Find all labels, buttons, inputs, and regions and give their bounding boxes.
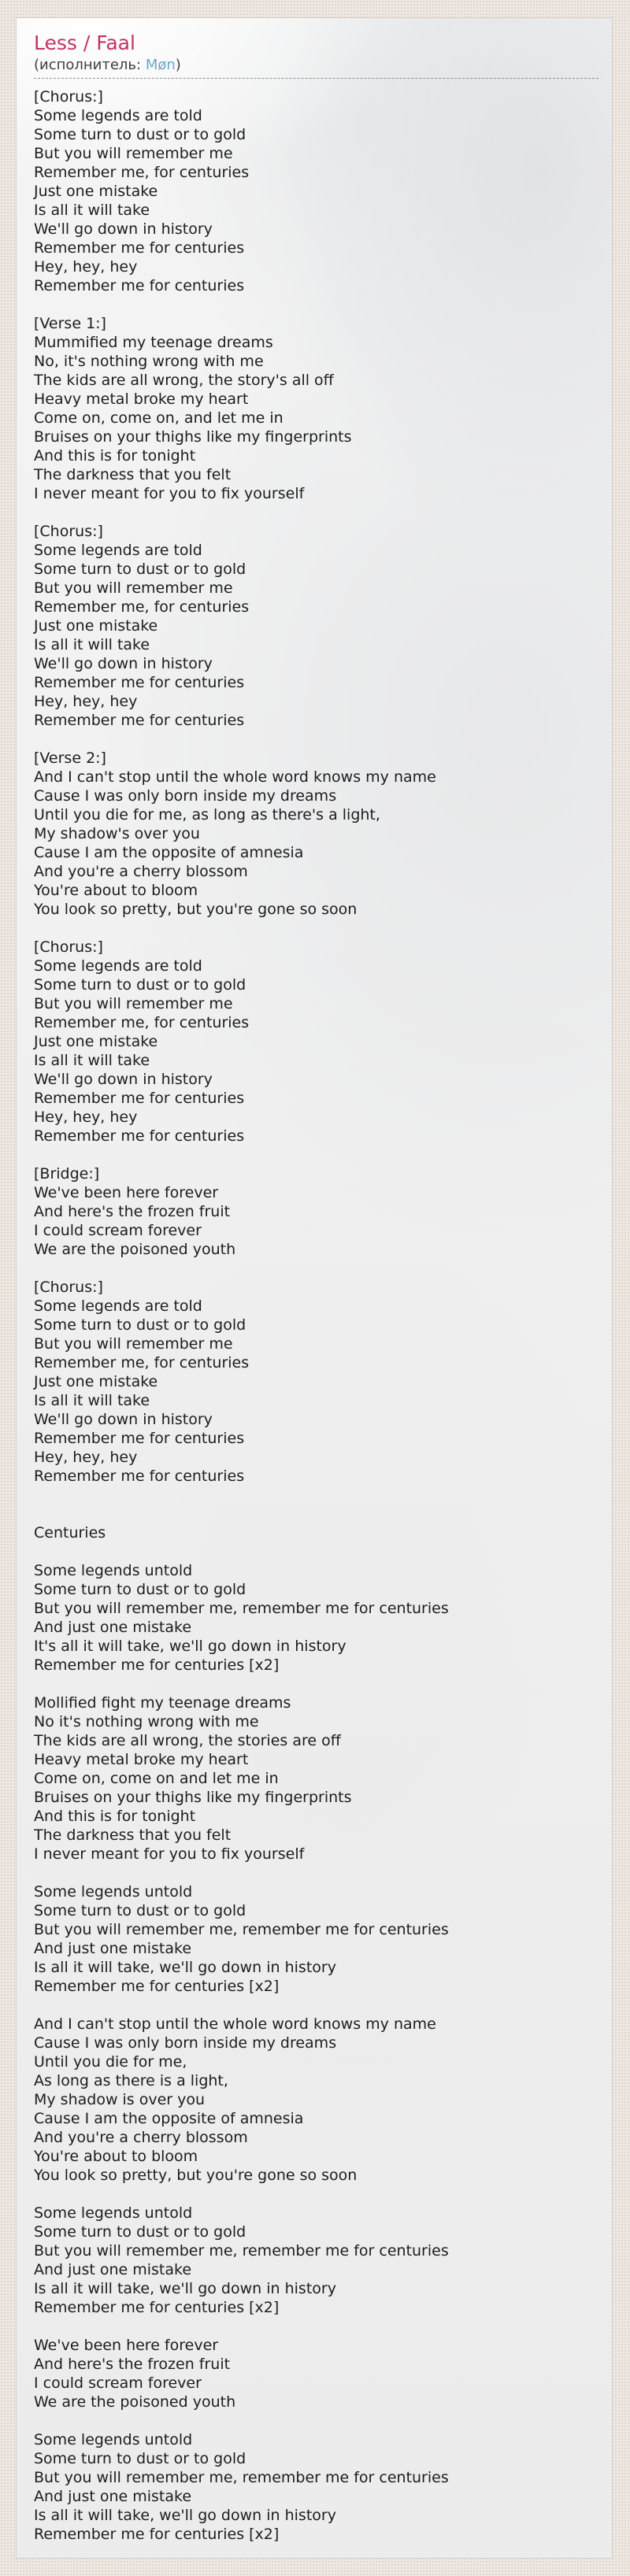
lyric-line: [Chorus:] bbox=[34, 88, 103, 106]
stanza bbox=[34, 1278, 598, 1486]
lyric-line: Remember me for centuries [x2] bbox=[34, 2299, 280, 2317]
stanza bbox=[34, 749, 598, 919]
lyric-line: We are the poisoned youth bbox=[34, 1241, 236, 1259]
artist-link[interactable]: Møn bbox=[145, 56, 176, 73]
artist-label-suffix: ) bbox=[175, 56, 181, 73]
lyric-line: We've been here forever bbox=[34, 2337, 219, 2355]
lyric-line: Remember me for centuries bbox=[34, 277, 245, 295]
lyric-line: The darkness that you felt bbox=[34, 1827, 232, 1845]
lyric-line: Just one mistake bbox=[34, 1373, 158, 1391]
lyric-line: Is all it will take, we'll go down in history bbox=[34, 2507, 336, 2525]
lyric-line: Remember me, for centuries bbox=[34, 598, 250, 616]
lyric-line: Some legends untold bbox=[34, 2431, 193, 2449]
lyric-line: Cause I am the opposite of amnesia bbox=[34, 2110, 304, 2128]
lyric-line: And you're a cherry blossom bbox=[34, 863, 248, 881]
lyric-line: Remember me, for centuries bbox=[34, 1354, 250, 1372]
lyric-line: Remember me for centuries bbox=[34, 239, 245, 257]
lyric-line: But you will remember me bbox=[34, 579, 233, 598]
lyric-line: My shadow is over you bbox=[34, 2091, 206, 2109]
lyric-line: Some turn to dust or to gold bbox=[34, 1581, 246, 1599]
lyric-line: [Chorus:] bbox=[34, 1279, 103, 1297]
lyric-line: [Verse 2:] bbox=[34, 749, 106, 768]
lyrics-section-2 bbox=[34, 1505, 598, 2544]
lyric-line: Some turn to dust or to gold bbox=[34, 2223, 246, 2241]
stanza bbox=[34, 87, 598, 295]
lyric-line: Until you die for me, bbox=[34, 2053, 187, 2071]
lyric-line: Remember me for centuries [x2] bbox=[34, 1978, 280, 1996]
lyric-line: Remember me, for centuries bbox=[34, 1014, 250, 1032]
lyric-line: You look so pretty, but you're gone so soon bbox=[34, 2167, 358, 2185]
lyric-line: Some turn to dust or to gold bbox=[34, 1902, 246, 1920]
lyric-line: Is all it will take bbox=[34, 202, 150, 220]
lyric-line: Some legends are told bbox=[34, 107, 202, 125]
lyric-line: And just one mistake bbox=[34, 2261, 192, 2279]
lyric-line: Bruises on your thighs like my fingerprints bbox=[34, 1789, 352, 1807]
lyric-line: Some turn to dust or to gold bbox=[34, 976, 246, 994]
lyric-line: I never meant for you to fix yourself bbox=[34, 485, 305, 503]
lyric-line: We'll go down in history bbox=[34, 1411, 213, 1429]
lyric-line: You look so pretty, but you're gone so soon bbox=[34, 901, 358, 919]
lyric-line: And this is for tonight bbox=[34, 1808, 196, 1826]
lyric-line: Heavy metal broke my heart bbox=[34, 1751, 249, 1769]
stanza bbox=[34, 938, 598, 1146]
stanza bbox=[34, 2430, 598, 2544]
stanza bbox=[34, 1693, 598, 1864]
lyric-line: Some turn to dust or to gold bbox=[34, 2450, 246, 2468]
lyric-line: But you will remember me bbox=[34, 1335, 233, 1353]
lyric-line: And just one mistake bbox=[34, 1619, 192, 1637]
lyric-line: Just one mistake bbox=[34, 617, 158, 635]
lyric-line: And I can't stop until the whole word knows my name bbox=[34, 768, 436, 786]
lyric-line: As long as there is a light, bbox=[34, 2072, 228, 2090]
lyric-line: Remember me for centuries [x2] bbox=[34, 1656, 280, 1675]
lyric-line: It's all it will take, we'll go down in history bbox=[34, 1638, 346, 1656]
lyric-line: The darkness that you felt bbox=[34, 466, 232, 484]
lyric-line: Some legends are told bbox=[34, 542, 202, 560]
lyric-line: The kids are all wrong, the stories are off bbox=[34, 1732, 341, 1750]
lyric-line: Until you die for me, as long as there's a light, bbox=[34, 806, 380, 824]
lyric-line: We'll go down in history bbox=[34, 655, 213, 673]
lyric-line: You're about to bloom bbox=[34, 2148, 198, 2166]
lyric-line: Some legends untold bbox=[34, 1883, 193, 1901]
lyric-line: We'll go down in history bbox=[34, 220, 213, 239]
lyric-line: No it's nothing wrong with me bbox=[34, 1713, 259, 1731]
artist-label-prefix: (исполнитель: bbox=[34, 56, 146, 73]
lyric-line: And here's the frozen fruit bbox=[34, 2356, 231, 2374]
lyric-line: Remember me for centuries bbox=[34, 1090, 245, 1108]
lyric-line: [Verse 1:] bbox=[34, 315, 106, 333]
lyric-line: We are the poisoned youth bbox=[34, 2393, 236, 2411]
lyric-line: Is all it will take, we'll go down in history bbox=[34, 2280, 336, 2298]
stanza bbox=[34, 314, 598, 503]
lyric-line: Mollified fight my teenage dreams bbox=[34, 1694, 291, 1712]
lyric-line: You're about to bloom bbox=[34, 882, 198, 900]
lyric-line: Come on, come on, and let me in bbox=[34, 409, 284, 427]
lyric-line: [Chorus:] bbox=[34, 523, 103, 541]
stanza bbox=[34, 522, 598, 730]
lyric-line: And just one mistake bbox=[34, 2488, 192, 2506]
lyric-line: I could scream forever bbox=[34, 1222, 202, 1240]
lyric-line: Some legends are told bbox=[34, 957, 202, 975]
lyric-line: But you will remember me, remember me for centuries bbox=[34, 2242, 449, 2260]
lyric-line: Heavy metal broke my heart bbox=[34, 390, 249, 409]
lyric-line: No, it's nothing wrong with me bbox=[34, 353, 264, 371]
lyric-line: Hey, hey, hey bbox=[34, 693, 138, 711]
lyric-line: Hey, hey, hey bbox=[34, 258, 138, 276]
lyric-line: We'll go down in history bbox=[34, 1071, 213, 1089]
lyric-line: Cause I am the opposite of amnesia bbox=[34, 844, 304, 862]
lyric-line: Is all it will take bbox=[34, 1392, 150, 1410]
lyric-line: Just one mistake bbox=[34, 183, 158, 201]
lyric-line: Is all it will take bbox=[34, 1052, 150, 1070]
lyric-line: The kids are all wrong, the story's all off bbox=[34, 372, 334, 390]
lyric-line: Remember me for centuries [x2] bbox=[34, 2526, 280, 2544]
lyrics-section-1 bbox=[34, 87, 598, 1486]
section-2-title: Centuries bbox=[34, 1524, 106, 1542]
lyrics-card bbox=[16, 17, 613, 2559]
lyrics-section-2-stanzas bbox=[34, 1561, 598, 2544]
lyric-line: I could scream forever bbox=[34, 2374, 202, 2393]
lyric-line: But you will remember me, remember me for centuries bbox=[34, 2469, 449, 2487]
lyric-line: And here's the frozen fruit bbox=[34, 1203, 231, 1221]
lyric-line: Some legends untold bbox=[34, 2204, 193, 2223]
lyric-line: Cause I was only born inside my dreams bbox=[34, 2034, 337, 2052]
lyric-line: [Bridge:] bbox=[34, 1165, 100, 1183]
lyric-line: My shadow's over you bbox=[34, 825, 200, 843]
stanza bbox=[34, 2204, 598, 2317]
lyric-line: And I can't stop until the whole word knows my name bbox=[34, 2015, 436, 2034]
lyric-line: We've been here forever bbox=[34, 1184, 219, 1202]
lyric-line: Just one mistake bbox=[34, 1033, 158, 1051]
lyric-line: But you will remember me bbox=[34, 145, 233, 163]
stanza bbox=[34, 1882, 598, 1996]
lyric-line: Cause I was only born inside my dreams bbox=[34, 787, 337, 805]
lyric-line: Hey, hey, hey bbox=[34, 1449, 138, 1467]
lyric-line: And this is for tonight bbox=[34, 447, 196, 465]
lyric-line: Remember me, for centuries bbox=[34, 164, 250, 182]
lyric-line: Mummified my teenage dreams bbox=[34, 334, 273, 352]
lyric-line: I never meant for you to fix yourself bbox=[34, 1845, 305, 1864]
lyric-line: Come on, come on and let me in bbox=[34, 1770, 279, 1788]
lyric-line: Some legends untold bbox=[34, 1562, 193, 1580]
lyric-line: But you will remember me bbox=[34, 995, 233, 1013]
artist-line bbox=[34, 57, 598, 80]
stanza bbox=[34, 1561, 598, 1675]
lyric-line: But you will remember me, remember me for centuries bbox=[34, 1921, 449, 1939]
lyric-line: Bruises on your thighs like my fingerprints bbox=[34, 428, 352, 446]
lyric-line: [Chorus:] bbox=[34, 938, 103, 957]
lyric-line: Remember me for centuries bbox=[34, 712, 245, 730]
lyric-line: Is all it will take bbox=[34, 636, 150, 654]
page-title: Less / Faal bbox=[34, 31, 135, 54]
lyric-line: Is all it will take, we'll go down in history bbox=[34, 1959, 336, 1977]
stanza bbox=[34, 1164, 598, 1259]
lyric-line: Some legends are told bbox=[34, 1297, 202, 1316]
lyric-line: And just one mistake bbox=[34, 1940, 192, 1958]
lyric-line: Remember me for centuries bbox=[34, 1127, 245, 1146]
lyric-line: Hey, hey, hey bbox=[34, 1108, 138, 1127]
lyric-line: And you're a cherry blossom bbox=[34, 2129, 248, 2147]
lyric-line: Remember me for centuries bbox=[34, 1430, 245, 1448]
lyric-line: Remember me for centuries bbox=[34, 1468, 245, 1486]
lyric-line: Some turn to dust or to gold bbox=[34, 561, 246, 579]
stanza bbox=[34, 2336, 598, 2411]
lyrics-text bbox=[34, 87, 598, 2544]
stanza bbox=[34, 2015, 598, 2185]
lyric-line: Some turn to dust or to gold bbox=[34, 1316, 246, 1334]
lyric-line: But you will remember me, remember me for centuries bbox=[34, 1600, 449, 1618]
lyric-line: Remember me for centuries bbox=[34, 674, 245, 692]
lyric-line: Some turn to dust or to gold bbox=[34, 126, 246, 144]
